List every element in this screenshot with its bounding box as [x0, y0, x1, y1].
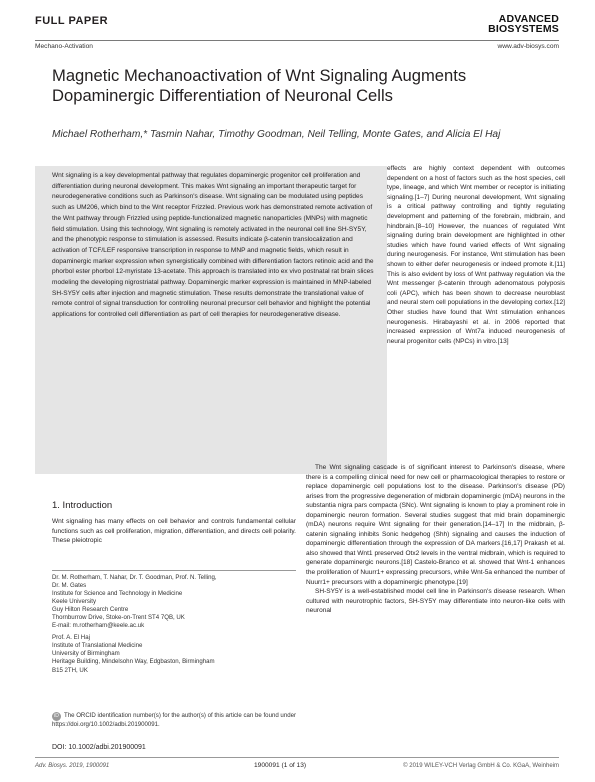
affiliation-line: Prof. A. El Haj: [52, 634, 90, 642]
doi[interactable]: DOI: 10.1002/adbi.201900091: [52, 744, 146, 751]
journal-url[interactable]: www.adv-biosys.com: [497, 43, 559, 50]
orcid-icon: iD: [52, 712, 61, 721]
affiliation-rule: [52, 570, 296, 571]
intro-text: Wnt signaling has many effects on cell behavior and controls fundamental cellular functions such as cell proliferation, migration, differentiation, and directs cell polarity. These pleiotropic: [52, 518, 296, 545]
footer-page-number: 1900091 (1 of 13): [254, 762, 307, 769]
affiliation-line: Guy Hilton Research Centre: [52, 606, 129, 614]
paragraph-wnt-parkinsons: The Wnt signaling cascade is of significant interest to Parkinson's disease, where there is a compelling clinical need for new cell or pharmacological therapies to restore or replace dopaminergic cell populations lost to the disease. Parkinson's disease (PD) arises from the progressive degeneration of midbrain dopaminergic (mDA) neurons in the substantia nigra pars compacta (SNc). Wnt signaling is known to play a prominent role in dopaminergic neuron formation. Several studies suggest that mid brain dopaminergic (mDA) neurons require Wnt signaling for their generation.[14–17] In the midbrain, β-catenin signaling inhibits Sonic hedgehog (Shh) signaling and causes the induction of dopaminergic differentiation through the expression of DA markers.[16,17] Prakash et al. also showed that Wnt1 preserved Otx2 levels in the ventral midbrain, which is required to generate dopaminergic neurons.[18] Castelo-Branco et al. showed that Wnt-1 enhances the proliferation of Nuurr1+ expressing precursors, while Wnt-5a enhanced the number of Nuurr1+ precursors with a dopaminergic phenotype.[19]: [306, 464, 565, 586]
abstract-text: Wnt signaling is a key developmental pathway that regulates dopaminergic progenitor cell proliferation and differentiation during neuronal development. This makes Wnt signaling an important therapeutic target for neurodegenerative conditions such as Parkinson's disease. Wnt signaling can be modulated using peptides such as UM206, which bind to the Wnt receptor Frizzled. Previous work has demonstrated remote activation of the Wnt pathway through Frizzled using peptide-functionalized magnetic nanoparticles (MNPs) with magnetic field stimulation. Using this technology, Wnt signaling is remotely activated in the neuronal cell line SH-SY5Y, and the phenotypic response to stimulation is assessed. Results indicate β-catenin translocalization and activation of TCF/LEF responsive transcription in response to MNP and magnetic fields, which result in dopaminergic marker expression when synergistically combined with differentiation factors retinoic acid and the phorbol ester phorbol 12-myristate 13-acetate. This approach is translated into ex vivo postnatal rat brain slices modeling the developing nigrostriatal pathway. Dopaminergic marker expression is maintained in MNP-labeled SH-SY5Y cells after injection and magnetic stimulation. These results demonstrate the translational value of remote control of signal transduction for controlling neuronal precursor cell behavior and highlight the potential applications for controlled cell differentiation as part of cell therapies for neurodegenerative disease.: [52, 172, 374, 319]
journal-logo-line1: ADVANCED: [498, 13, 559, 25]
affiliation-line: University of Birmingham: [52, 650, 120, 658]
article-type-label: FULL PAPER: [35, 15, 109, 27]
intro-heading: 1. Introduction: [52, 500, 113, 511]
orcid-note: [52, 712, 296, 729]
orcid-text[interactable]: The ORCID identification number(s) for the author(s) of this article can be found under https://doi.org/10.1002/adbi.201900091.: [52, 712, 297, 728]
affiliation-line: Dr. M. Gates: [52, 582, 87, 590]
affiliation-line: Institute for Science and Technology in Medicine: [52, 590, 183, 598]
author-list: Michael Rotherham,* Tasmin Nahar, Timothy Goodman, Neil Telling, Monte Gates, and Alicia El Haj: [52, 129, 501, 140]
section-label: Mechano-Activation: [35, 43, 93, 50]
affiliation-line: Heritage Building, Mindelsohn Way, Edgbaston, Birmingham: [52, 658, 215, 666]
affiliation-line: Thornburrow Drive, Stoke-on-Trent ST4 7QB, UK: [52, 614, 185, 622]
paragraph-sh-sy5y: SH-SY5Y is a well-established model cell line in Parkinson's disease research. When cultured with neurotrophic factors, SH-SY5Y may differentiate into neuron-like cells with neuronal: [306, 588, 565, 615]
affiliation-line: B15 2TH, UK: [52, 666, 88, 674]
affiliation-line: Dr. M. Rotherham, T. Nahar, Dr. T. Goodman, Prof. N. Telling,: [52, 574, 217, 581]
affiliation-line: Institute of Translational Medicine: [52, 642, 143, 650]
footer-rule: [35, 757, 559, 758]
footer-copyright: © 2019 WILEY-VCH Verlag GmbH & Co. KGaA, Weinheim: [403, 763, 559, 769]
article-title: Magnetic Mechanoactivation of Wnt Signaling Augments Dopaminergic Differentiation of Neuronal Cells: [52, 66, 467, 105]
journal-logo-line2: BIOSYSTEMS: [488, 23, 559, 35]
right-column-text: effects are highly context dependent with outcomes dependent on a host of factors such as the host species, cell type, lineage, and which Wnt member or receptor is initiating signaling.[1–7] During neuronal development, Wnt signaling is a critical pathway controlling and tightly regulating development and patterning of the forebrain, midbrain, and hindbrain.[8–10] However, the nuances of regulated Wnt signaling during brain development are highlighted in other studies which have found varied effects of Wnt signaling during neurogenesis. For instance, Wnt stimulation has been shown to either defer neurogenesis or indeed promote it.[11] This is also evident by loss of Wnt pathway regulation via the Wnt messenger β-catenin through adenomatous polyposis coli (APC), which has been shown to decrease neuroblast and neural stem cell populations in the developing cortex.[12] Other studies have found that Wnt stimulation enhances neurogenesis. Hirabayashi et al. in 2006 reported that increased expression of Wnt7a induced neurogenesis of neural progenitor cells (NPCs) in vitro.[13]: [387, 165, 565, 345]
journal-logo: [488, 14, 559, 34]
affiliation-line: Keele University: [52, 598, 97, 606]
affiliations: [52, 574, 296, 675]
right-column-lower: [306, 463, 565, 616]
header-rule: [35, 40, 559, 41]
footer-citation: Adv. Biosys. 2019, 1900091: [35, 763, 110, 769]
author-email[interactable]: E-mail: m.rotherham@keele.ac.uk: [52, 622, 145, 630]
